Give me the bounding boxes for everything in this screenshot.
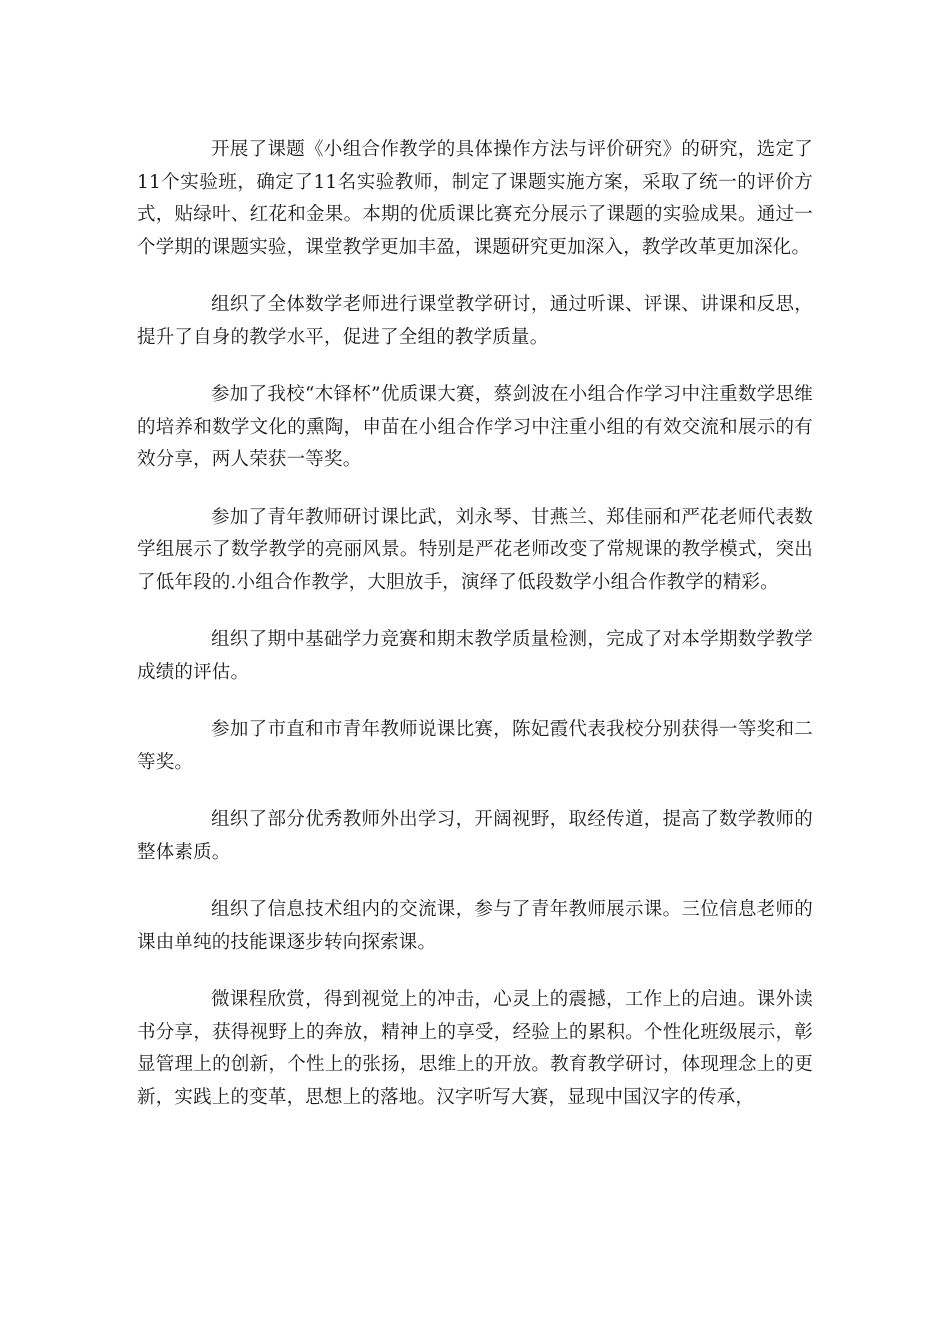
paragraph: 组织了期中基础学力竞赛和期末教学质量检测，完成了对本学期数学教学成绩的评估。 [137,629,813,683]
paragraph: 组织了全体数学老师进行课堂教学研讨，通过听课、评课、讲课和反思，提升了自身的教学水平，促进了全组的教学质量。 [137,294,813,348]
paragraph: 微课程欣赏，得到视觉上的冲击，心灵上的震撼，工作上的启迪。课外读书分享，获得视野上的奔放，精神上的享受，经验上的累积。个性化班级展示，彰显管理上的创新，个性上的张扬，思维上的开放。教育教学研讨，体现理念上的更新，实践上的变革，思想上的落地。汉字听写大赛，显现中国汉字的传承， [137,989,813,1108]
paragraph: 参加了青年教师研讨课比武，刘永琴、甘燕兰、郑佳丽和严花老师代表数学组展示了数学教学的亮丽风景。特别是严花老师改变了常规课的教学模式，突出了低年段的.小组合作教学，大胆放手，演绎了低段数学小组合作教学的精彩。 [137,506,813,593]
paragraph: 参加了我校“木铎杯”优质课大赛，蔡剑波在小组合作学习中注重数学思维的培养和数学文化的熏陶，申苗在小组合作学习中注重小组的有效交流和展示的有效分享，两人荣获一等奖。 [137,384,813,470]
paragraph: 组织了部分优秀教师外出学习，开阔视野，取经传道，提高了数学教师的整体素质。 [137,809,813,863]
document-body [137,134,813,1139]
paragraph: 参加了市直和市青年教师说课比赛，陈妃霞代表我校分别获得一等奖和二等奖。 [137,719,813,773]
paragraph: 开展了课题《小组合作教学的具体操作方法与评价研究》的研究，选定了11个实验班，确定了11名实验教师，制定了课题实施方案，采取了统一的评价方式，贴绿叶、红花和金果。本期的优质课比赛充分展示了课题的实验成果。通过一个学期的课题实验，课堂教学更加丰盈，课题研究更加深入，教学改革更加深化。 [137,139,813,258]
paragraph: 组织了信息技术组内的交流课，参与了青年教师展示课。三位信息老师的课由单纯的技能课逐步转向探索课。 [137,899,813,953]
